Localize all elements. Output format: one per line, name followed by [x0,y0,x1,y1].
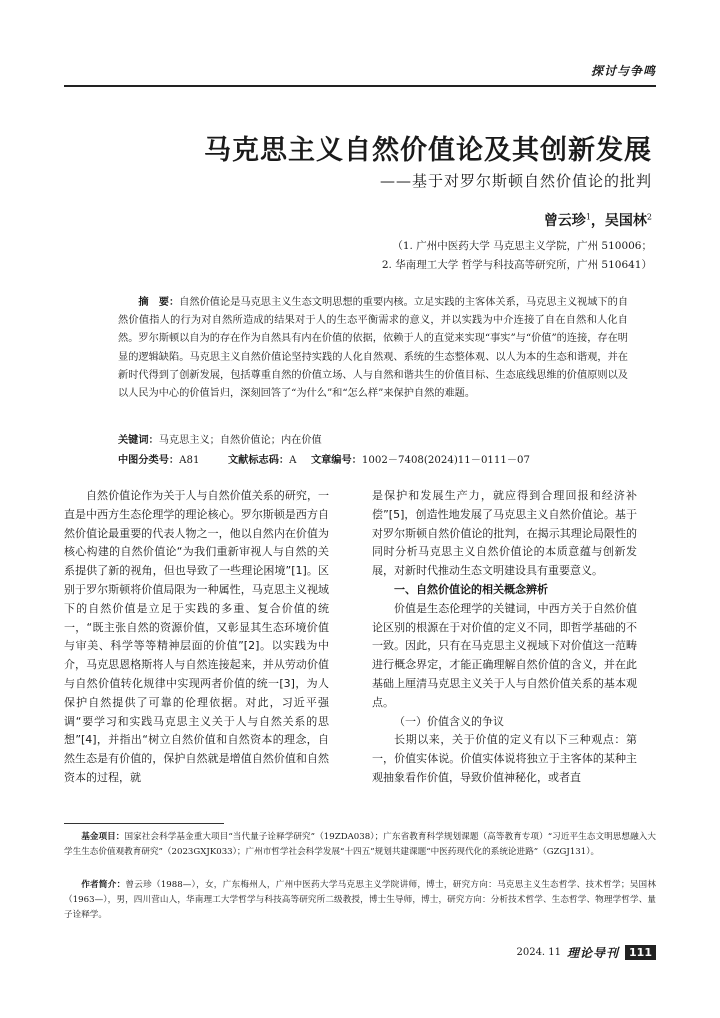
author-name: 曾云珍 [543,213,586,229]
clc-value: A81 [179,455,200,466]
keywords-text: 马克思主义；自然价值论；内在价值 [158,435,322,446]
body-paragraph: 自然价值论作为关于人与自然价值关系的研究，一直是中西方生态伦理学的理论核心。罗尔斯顿是西方自然价值论最重要的代表人物之一，他以自然内在价值为核心构建的自然价值论“为我们重新审视人与自然的关系提供了新的视角，但也导致了一些理论困境”[1]。区别于罗尔斯顿将价值局限为一种属性，马克思主义视域下的自然价值是立足于实践的多重、复合价值的统一，“既主张自然的资源价值，又彰显其生态环境价值与审美、科学等等精神层面的价值”[2]。以实践为中介，马克思恩格斯将人与自然连接起来，并从劳动价值与自然价值转化规律中实现两者价值的统一[3]，为人保护自然提供了可靠的伦理依据。对此，习近平强调“要学习和实践马克思主义关于人与自然关系的思想”[4]，并指出“树立自然价值和自然资本的理念，自然生态是有价值的，保护自然就是增值自然价值和自然资本的过程，就 [64,489,329,784]
funding-text: 国家社会科学基金重大项目“当代量子诠释学研究”（19ZDA038）；广东省教育科学规划课题（高等教育专项）“习近平生态文明思想融入大学生生态价值观教育研究”（2023GXJK033）；广州市哲学社会科学发展“十四五”规划共建课题“中医药现代化的系统论进路”（GZGJ131）。 [64,832,656,857]
author-name: 吴国林 [604,213,647,229]
abstract-text: 自然价值论是马克思主义生态文明思想的重要内核。立足实践的主客体关系，马克思主义视域下的自然价值指人的行为对自然所造成的结果对于人的生态平衡需求的意义，并以实践为中介连接了自在自然和人化自然。罗尔斯顿以自为的存在作为自然具有内在价值的依据，依赖于人的直觉来实现“事实”与“价值”的连接，存在明显的逻辑缺陷。马克思主义自然价值论坚持实践的人化自然观、系统的生态整体观、以人为本的生态和谐观，并在新时代得到了创新发展，包括尊重自然的价值立场、人与自然和谐共生的价值目标、生态底线思维的价值原则以及以人民为中心的价值旨归，深刻回答了“为什么”和“怎么样”来保护自然的难题。 [118,297,629,400]
funding-note [64,830,656,860]
section-tag: 探讨与争鸣 [590,64,656,78]
footnote-rule [64,823,224,824]
body-paragraph: 是保护和发展生产力，就应得到合理回报和经济补偿”[5]，创造性地发展了马克思主义自然价值论。基于对罗尔斯顿自然价值论的批判，在揭示其理论局限性的同时分析马克思主义自然价值论的本质意蕴与创新发展，对新时代推动生态文明建设具有重要意义。 [372,489,637,578]
subsection-heading: （一）价值含义的争议 [394,714,504,728]
author-separator: ， [590,213,605,229]
doc-code-label: 文献标志码： [227,455,290,466]
author-bio-text: 曾云珍（1988—），女，广东梅州人，广州中医药大学马克思主义学院讲师，博士，研究方向：马克思主义生态哲学、技术哲学；吴国林（1963—），男，四川营山人，华南理工大学哲学与科技高等研究所二级教授，博士生导师，博士，研究方向：分析技术哲学、生态哲学、物理学哲学、量子诠释学。 [64,880,656,920]
author-bio-label: 作者简介： [81,880,126,890]
affiliation-line: （1. 广州中医药大学 马克思主义学院，广州 510006； [392,240,652,252]
author-affil-mark: 2 [646,212,652,222]
article-title: 马克思主义自然价值论及其创新发展 [204,135,652,166]
body-column-left [64,487,329,788]
article-number-label: 文章编号： [310,455,362,466]
body-paragraph: 价值是生态伦理学的关键词，中西方关于自然价值论区别的根源在于对价值的定义不同，即哲学基础的不一致。因此，只有在马克思主义视域下对价值这一范畴进行概念界定，才能正确理解自然价值的含义，并在此基础上厘清马克思主义关于人与自然价值关系的基本观点。 [372,601,637,709]
affiliation-line: 2. 华南理工大学 哲学与科技高等研究所，广州 510641） [381,259,652,271]
author-line [544,210,652,230]
author-affil-mark: 1 [585,212,591,222]
article-number-value: 1002－7408(2024)11－0111－07 [361,455,531,466]
classification-line [118,451,530,466]
funding-label: 基金项目： [81,832,125,842]
doc-code-value: A [289,455,297,466]
page-footer [516,944,656,961]
clc-label: 中图分类号： [118,455,180,466]
abstract [118,294,628,403]
issue-date: 2024. 11 [516,947,562,958]
abstract-label: 摘 要： [138,297,180,308]
body-column-right [372,487,637,788]
author-bio-note [64,878,656,923]
section-heading: 一、自然价值论的相关概念辨析 [394,582,548,596]
keywords-label: 关键词： [118,435,159,446]
header-rule [64,85,656,87]
article-subtitle: ——基于对罗尔斯顿自然价值论的批判 [379,172,652,190]
journal-name: 理论导刊 [567,946,620,960]
keywords [118,431,322,446]
page-number: 111 [625,945,656,960]
body-paragraph: 长期以来，关于价值的定义有以下三种观点：第一，价值实体说。价值实体说将独立于主客体的某种主观抽象看作价值，导致价值神秘化，或者直 [372,733,637,784]
